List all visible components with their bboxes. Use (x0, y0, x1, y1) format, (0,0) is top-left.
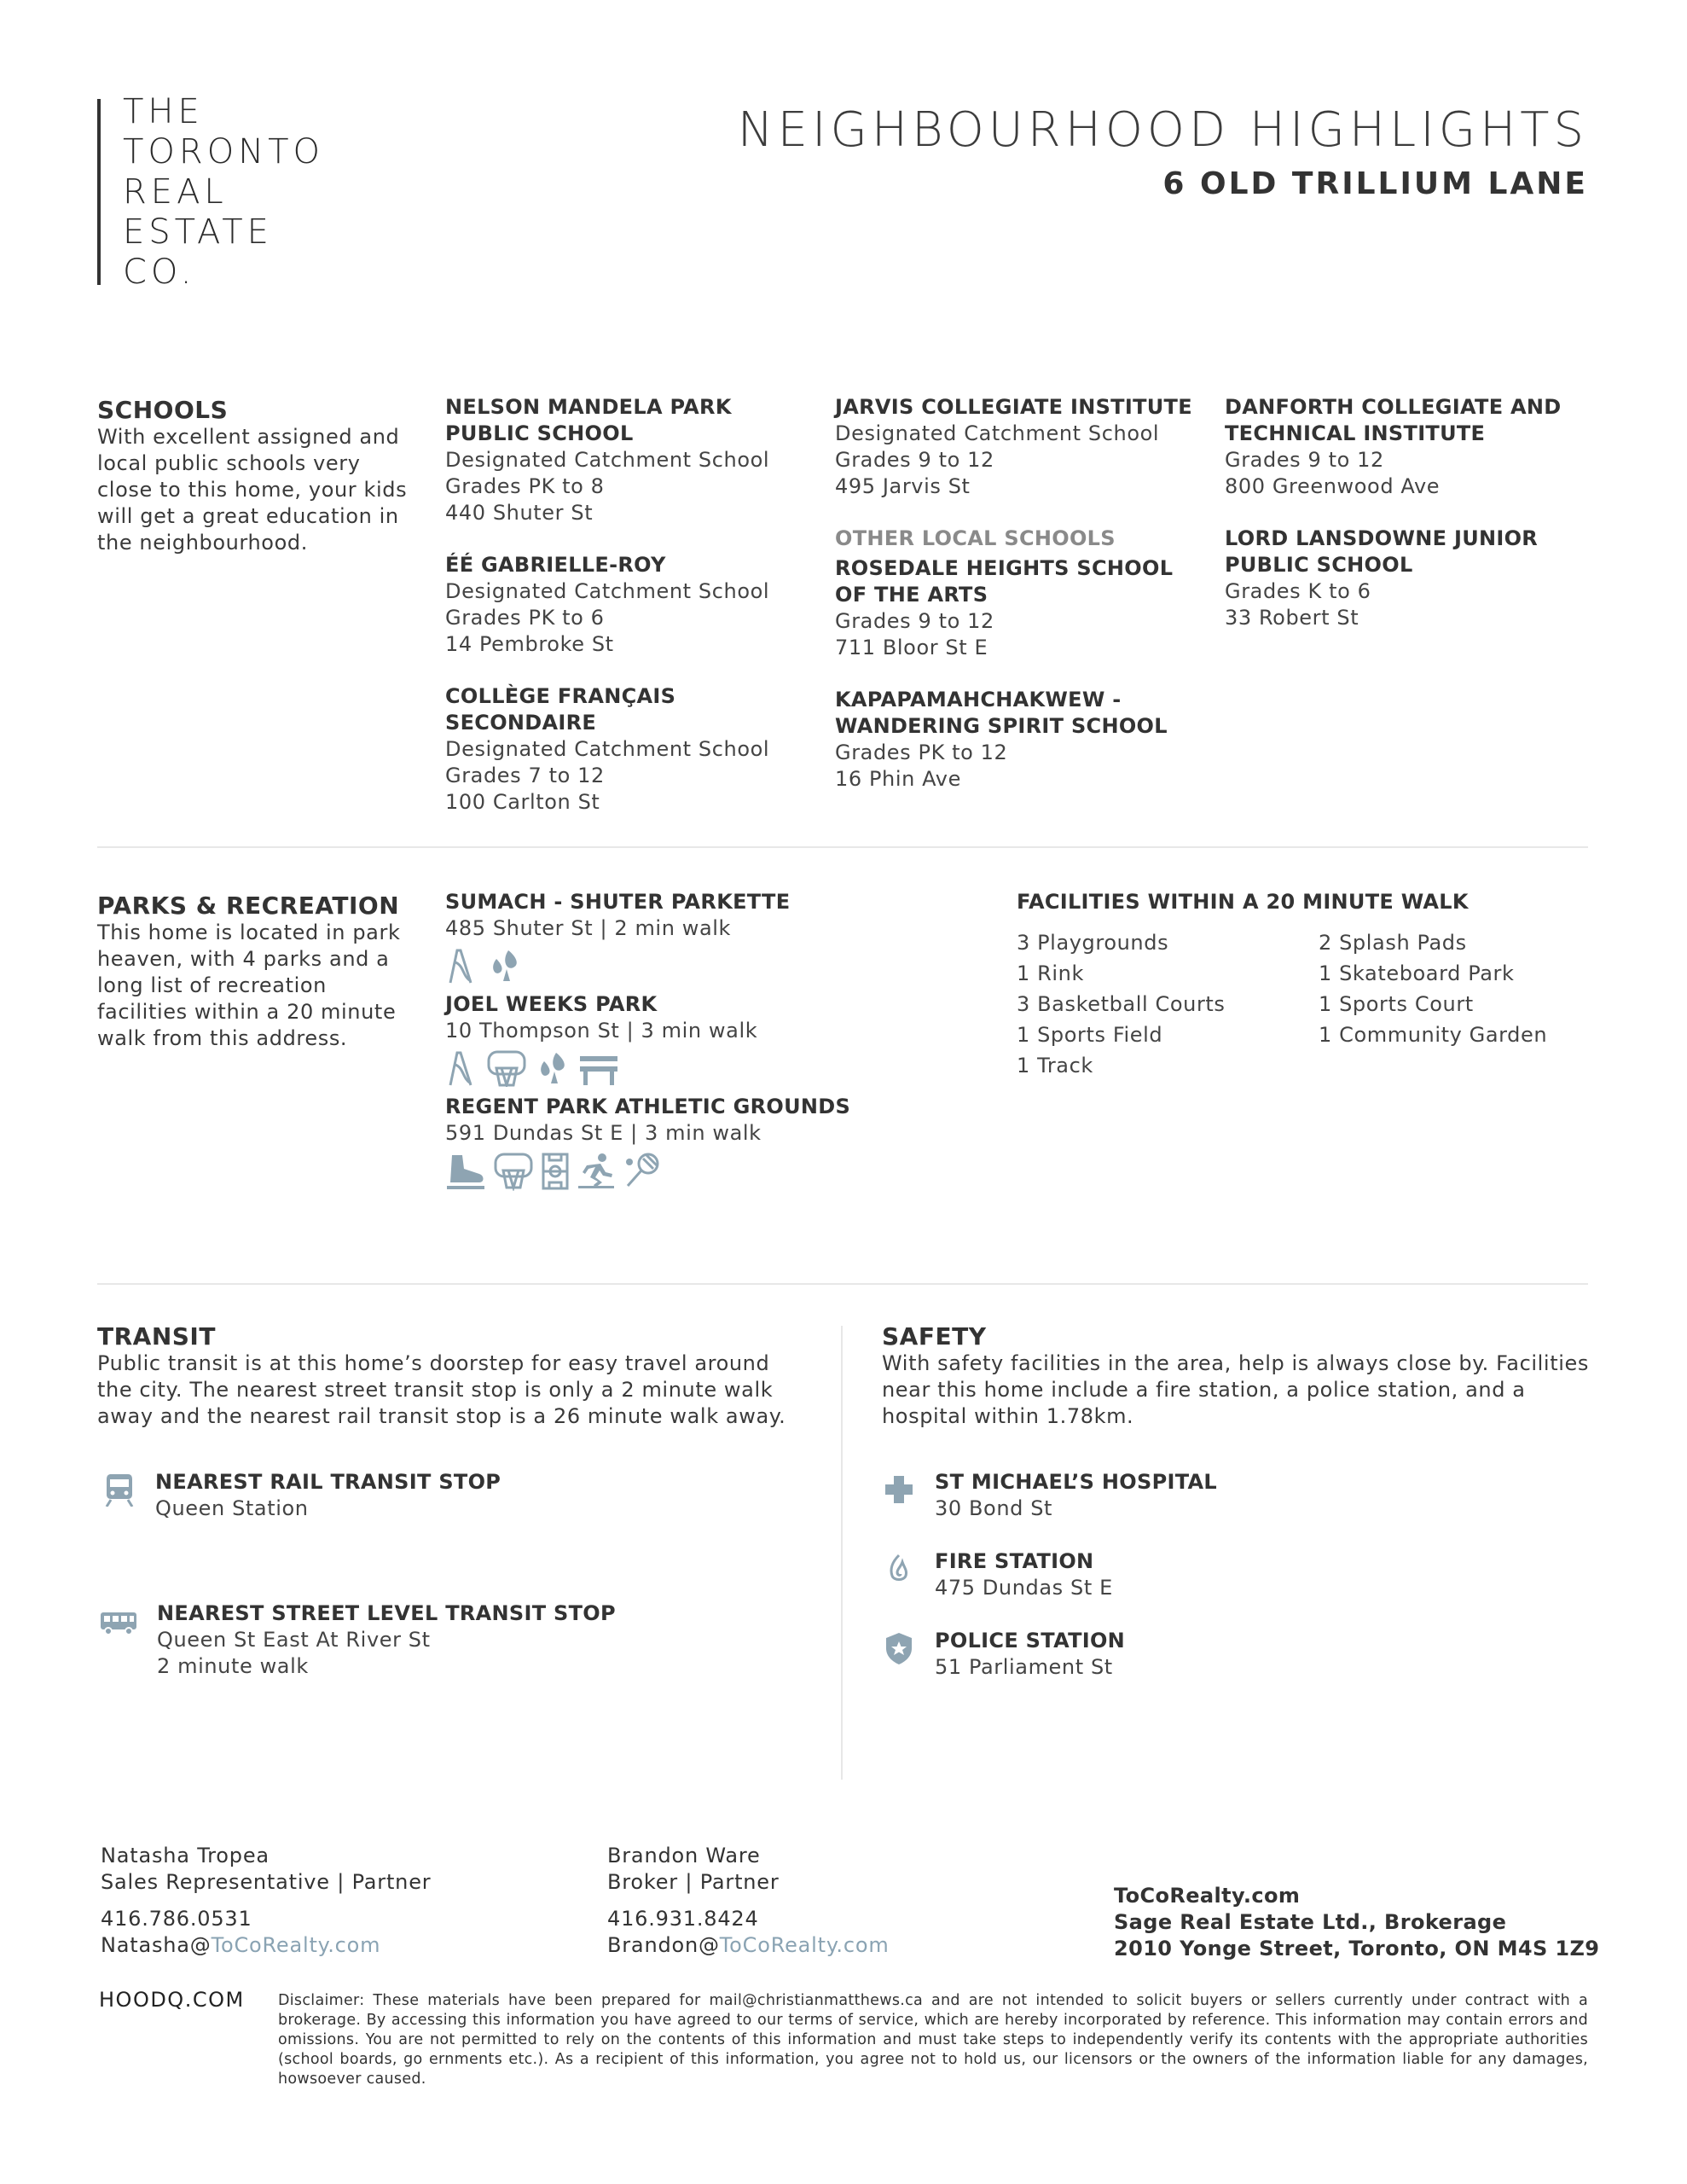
school-name: ÉÉ GABRIELLE-ROY (445, 553, 666, 577)
street-transit-stop (99, 1600, 616, 1680)
school-detail: 800 Greenwood Ave (1225, 474, 1441, 498)
school-name: DANFORTH COLLEGIATE AND TECHNICAL INSTITUTE (1225, 395, 1562, 445)
page-title: NEIGHBOURHOOD HIGHLIGHTS (737, 102, 1588, 158)
agent-role: Sales Representative | Partner (101, 1870, 432, 1894)
parks-heading: PARKS & RECREATION (97, 892, 400, 920)
schools-column-1 (445, 394, 803, 841)
facility-item: 1 Skateboard Park (1319, 961, 1515, 985)
school-item (1225, 394, 1583, 500)
logo-line: THE (123, 92, 204, 131)
parks-list (445, 889, 957, 1198)
school-name: KAPAPAMAHCHAKWEW - WANDERING SPIRIT SCHOOL (835, 688, 1168, 738)
other-schools-label: OTHER LOCAL SCHOOLS (835, 526, 1116, 550)
agent-brandon (607, 1843, 890, 1959)
property-address: 6 OLD TRILLIUM LANE (1162, 166, 1588, 201)
playground-icon (445, 1049, 479, 1087)
facility-item: 3 Basketball Courts (1017, 992, 1226, 1016)
transit-intro (97, 1322, 797, 1430)
agent-name: Brandon Ware (607, 1844, 761, 1867)
police-station-address: 51 Parliament St (935, 1655, 1113, 1679)
agent-phone[interactable]: 416.786.0531 (101, 1907, 252, 1931)
school-detail: 711 Bloor St E (835, 636, 988, 659)
skate-icon (445, 1152, 486, 1191)
track-icon (577, 1152, 616, 1191)
facilities-list (1017, 929, 1597, 1079)
park-detail: 10 Thompson St | 3 min walk (445, 1019, 758, 1043)
school-name: NELSON MANDELA PARK PUBLIC SCHOOL (445, 395, 732, 445)
medical-cross-icon (882, 1472, 916, 1507)
park-detail: 591 Dundas St E | 3 min walk (445, 1121, 762, 1145)
logo-line: CO. (123, 253, 196, 292)
school-detail: Grades PK to 12 (835, 741, 1008, 764)
brokerage-address: 2010 Yonge Street, Toronto, ON M4S 1Z9 (1114, 1937, 1600, 1960)
school-name: COLLÈGE FRANÇAIS SECONDAIRE (445, 684, 676, 735)
flame-icon (882, 1552, 916, 1586)
safety-description: With safety facilities in the area, help is always close by. Facilities near this home include a fire station, a police station, and a hospital within 1.78km. (882, 1351, 1589, 1428)
splash-pad-icon (534, 1049, 571, 1087)
bench-icon (578, 1049, 619, 1087)
agent-email[interactable] (607, 1932, 890, 1959)
school-detail: Grades 9 to 12 (1225, 448, 1384, 472)
school-detail: Designated Catchment School (445, 737, 770, 761)
email-user: Brandon@ (607, 1933, 720, 1957)
facility-item: 1 Track (1017, 1054, 1093, 1077)
school-item (445, 683, 803, 816)
park-detail: 485 Shuter St | 2 min walk (445, 916, 732, 940)
school-detail: 16 Phin Ave (835, 767, 961, 791)
facility-item: 1 Community Garden (1319, 1023, 1548, 1047)
park-item (445, 991, 957, 1087)
logo-line: REAL (123, 172, 228, 212)
street-stop-title: NEAREST STREET LEVEL TRANSIT STOP (157, 1601, 616, 1625)
column-divider (841, 1326, 843, 1780)
agent-email[interactable] (101, 1932, 431, 1959)
train-icon (102, 1472, 136, 1507)
school-detail: Grades 9 to 12 (835, 448, 994, 472)
basketball-icon (486, 1049, 527, 1087)
facility-item: 1 Sports Court (1319, 992, 1474, 1016)
school-name: JARVIS COLLEGIATE INSTITUTE (835, 395, 1192, 419)
sports-field-icon (541, 1152, 570, 1191)
hospital-item (882, 1469, 1217, 1522)
safety-heading: SAFETY (882, 1322, 987, 1350)
school-detail: 33 Robert St (1225, 606, 1359, 630)
facilities-panel (1017, 889, 1597, 1079)
facility-item: 2 Splash Pads (1319, 931, 1467, 955)
brokerage-website[interactable]: ToCoRealty.com (1114, 1884, 1301, 1908)
school-detail: 440 Shuter St (445, 501, 594, 525)
street-stop-name: Queen St East At River St (157, 1628, 431, 1652)
park-item (445, 1094, 957, 1191)
school-item (835, 687, 1193, 793)
bus-icon (99, 1604, 138, 1638)
facility-item: 3 Playgrounds (1017, 931, 1169, 955)
school-item (1225, 526, 1583, 631)
splash-pad-icon (486, 947, 524, 985)
school-name: ROSEDALE HEIGHTS SCHOOL OF THE ARTS (835, 556, 1174, 607)
logo-bar (97, 99, 101, 285)
schools-column-2 (835, 394, 1193, 818)
hoodq-link[interactable]: HOODQ.COM (99, 1988, 245, 2012)
school-item (445, 552, 803, 658)
brokerage-info (1114, 1883, 1599, 1962)
company-logo (123, 92, 324, 293)
logo-line: ESTATE (123, 212, 273, 252)
fire-station-title: FIRE STATION (935, 1549, 1094, 1573)
police-station-item (882, 1628, 1125, 1681)
school-detail: 100 Carlton St (445, 790, 600, 814)
school-detail: Grades K to 6 (1225, 579, 1371, 603)
rail-stop-title: NEAREST RAIL TRANSIT STOP (155, 1470, 501, 1494)
transit-description: Public transit is at this home’s doorstep for easy travel around the city. The nearest street transit stop is only a 2 minute walk away and the nearest rail transit stop is a 26 minute walk away. (97, 1351, 786, 1428)
schools-intro (97, 396, 413, 556)
disclaimer-text: Disclaimer: These materials have been prepared for mail@christianmatthews.ca and are not intended to solicit buyers or sellers currently under contract with a brokerage. By accessing this information you have agreed to our terms of service, which are hereby incorporated by reference. This information may contain errors and omissions. You are not permitted to rely on the contents of this information and must take steps to independently verify its contents with the appropriate authorities (school boards, go ernments etc.). As a recipient of this information, you agree not to hold us, our licensors or the owners of the information liable for any damages, howsoever caused. (278, 1992, 1588, 2088)
park-item (445, 889, 957, 985)
basketball-icon (493, 1152, 534, 1191)
school-item (835, 555, 1193, 661)
school-name: LORD LANSDOWNE JUNIOR PUBLIC SCHOOL (1225, 526, 1539, 577)
transit-heading: TRANSIT (97, 1322, 216, 1350)
schools-description: With excellent assigned and local public schools very close to this home, your kids will get a great education in the neighbourhood. (97, 425, 408, 555)
facility-item: 1 Rink (1017, 961, 1084, 985)
parks-description: This home is located in park heaven, with 4 parks and a long list of recreation facilities within a 20 minute walk from this address. (97, 921, 401, 1050)
hospital-address: 30 Bond St (935, 1496, 1053, 1520)
facilities-heading: FACILITIES WITHIN A 20 MINUTE WALK (1017, 890, 1469, 914)
school-detail: 14 Pembroke St (445, 632, 614, 656)
park-name: REGENT PARK ATHLETIC GROUNDS (445, 1095, 851, 1118)
school-detail: Grades 9 to 12 (835, 609, 994, 633)
agent-name: Natasha Tropea (101, 1844, 270, 1867)
hospital-title: ST MICHAEL’S HOSPITAL (935, 1470, 1217, 1494)
agent-natasha (101, 1843, 431, 1959)
facility-item: 1 Sports Field (1017, 1023, 1163, 1047)
school-item (445, 394, 803, 526)
playground-icon (445, 947, 479, 985)
school-detail: Grades PK to 8 (445, 474, 605, 498)
street-stop-walk: 2 minute walk (157, 1654, 309, 1678)
brokerage-name: Sage Real Estate Ltd., Brokerage (1114, 1910, 1507, 1934)
school-detail: Grades 7 to 12 (445, 764, 605, 787)
email-domain: ToCoRealty.com (719, 1933, 890, 1957)
school-detail: Designated Catchment School (835, 421, 1160, 445)
agent-role: Broker | Partner (607, 1870, 780, 1894)
school-detail: 495 Jarvis St (835, 474, 971, 498)
school-detail: Designated Catchment School (445, 448, 770, 472)
rail-transit-stop (102, 1469, 501, 1522)
logo-line: TORONTO (123, 132, 325, 171)
section-divider (97, 846, 1588, 848)
agent-phone[interactable]: 416.931.8424 (607, 1907, 759, 1931)
email-user: Natasha@ (101, 1933, 212, 1957)
police-station-title: POLICE STATION (935, 1629, 1126, 1653)
school-detail: Designated Catchment School (445, 579, 770, 603)
police-shield-icon (882, 1631, 916, 1665)
fire-station-address: 475 Dundas St E (935, 1576, 1113, 1600)
tennis-icon (623, 1152, 662, 1191)
schools-heading: SCHOOLS (97, 396, 229, 424)
rail-stop-name: Queen Station (155, 1496, 309, 1520)
park-name: JOEL WEEKS PARK (445, 992, 658, 1016)
school-item (835, 394, 1193, 500)
parks-intro (97, 892, 413, 1052)
fire-station-item (882, 1548, 1113, 1601)
school-detail: Grades PK to 6 (445, 606, 605, 630)
schools-column-3 (1225, 394, 1583, 657)
park-name: SUMACH - SHUTER PARKETTE (445, 890, 791, 914)
email-domain: ToCoRealty.com (211, 1933, 381, 1957)
section-divider (97, 1283, 1588, 1285)
safety-intro (882, 1322, 1590, 1430)
